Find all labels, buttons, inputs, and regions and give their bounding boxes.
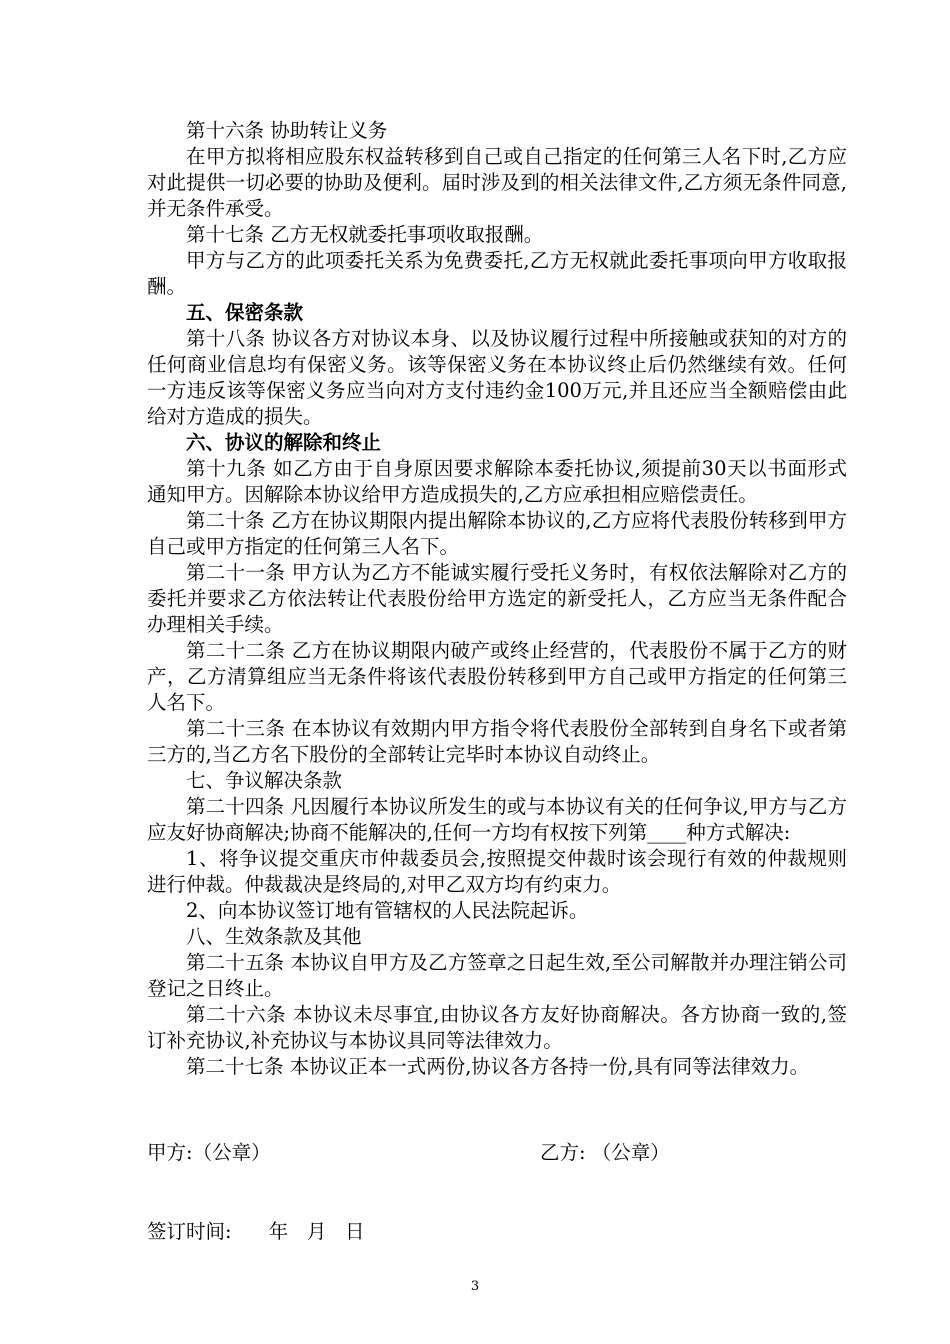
- party-b-signature: 乙方: （公章）: [540, 1141, 670, 1164]
- document-body: [147, 118, 847, 1080]
- paragraph: 甲方与乙方的此项委托关系为免费委托,乙方无权就此委托事项向甲方收取报酬。: [147, 249, 847, 298]
- paragraph: 第二十一条 甲方认为乙方不能诚实履行受托义务时，有权依法解除对乙方的委托并要求乙方依法转让代表股份给甲方选定的新受托人，乙方应当无条件配合办理相关手续。: [147, 561, 847, 636]
- party-a-signature: 甲方:（公章）: [147, 1141, 271, 1164]
- paragraph: 第二十七条 本协议正本一式两份,协议各方各持一份,具有同等法律效力。: [186, 1055, 810, 1078]
- paragraph: 第十七条 乙方无权就委托事项收取报酬。: [186, 223, 544, 246]
- paragraph: 2、向本协议签订地有管辖权的人民法院起诉。: [186, 899, 589, 922]
- paragraph: 第十九条 如乙方由于自身原因要求解除本委托协议,须提前30天以书面形式通知甲方。因解除本协议给甲方造成损失的,乙方应承担相应赔偿责任。: [147, 457, 847, 506]
- section-heading: 五、保密条款: [186, 301, 304, 324]
- paragraph: 在甲方拟将相应股东权益转移到自己或自己指定的任何第三人名下时,乙方应对此提供一切必要的协助及便利。届时涉及到的相关法律文件,乙方须无条件同意,并无条件承受。: [147, 145, 847, 220]
- paragraph: 第十八条 协议各方对协议本身、以及协议履行过程中所接触或获知的对方的任何商业信息均有保密义务。该等保密义务在本协议终止后仍然继续有效。任何一方违反该等保密义务应当向对方支付违约金100万元,并且还应当全额赔偿由此给对方造成的损失。: [147, 327, 847, 428]
- page-number: 3: [470, 1279, 480, 1294]
- paragraph: 第十六条 协助转让义务: [186, 119, 388, 142]
- paragraph: 第二十四条 凡因履行本协议所发生的或与本协议有关的任何争议,甲方与乙方应友好协商解决;协商不能解决的,任何一方均有权按下列第____种方式解决:: [147, 795, 847, 844]
- paragraph: 第二十三条 在本协议有效期内甲方指令将代表股份全部转到自身名下或者第三方的,当乙方名下股份的全部转让完毕时本协议自动终止。: [147, 717, 847, 766]
- paragraph: 第二十条 乙方在协议期限内提出解除本协议的,乙方应将代表股份转移到甲方自己或甲方指定的任何第三人名下。: [147, 509, 847, 558]
- paragraph: 七、争议解决条款: [186, 769, 343, 792]
- paragraph: 八、生效条款及其他: [186, 925, 362, 948]
- signing-date-line: 签订时间: 年 月 日: [147, 1220, 365, 1243]
- section-heading: 六、协议的解除和终止: [186, 431, 382, 454]
- paragraph: 1、将争议提交重庆市仲裁委员会,按照提交仲裁时该会现行有效的仲裁规则进行仲裁。仲裁裁决是终局的,对甲乙双方均有约束力。: [147, 847, 847, 896]
- paragraph: 第二十六条 本协议未尽事宜,由协议各方友好协商解决。各方协商一致的,签订补充协议,补充协议与本协议具同等法律效力。: [147, 1003, 847, 1052]
- paragraph: 第二十五条 本协议自甲方及乙方签章之日起生效,至公司解散并办理注销公司登记之日终止。: [147, 951, 847, 1000]
- paragraph: 第二十二条 乙方在协议期限内破产或终止经营的，代表股份不属于乙方的财产，乙方清算组应当无条件将该代表股份转移到甲方自己或甲方指定的任何第三人名下。: [147, 639, 847, 714]
